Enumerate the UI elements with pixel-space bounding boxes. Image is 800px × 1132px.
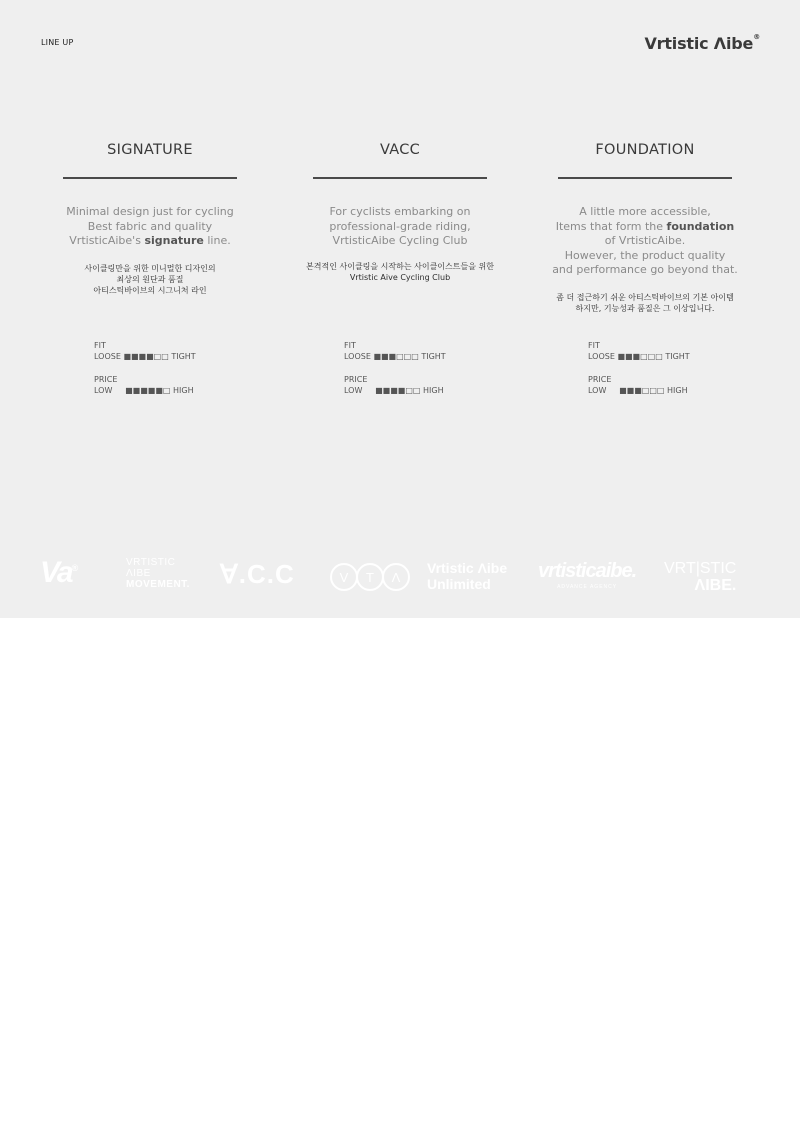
fit-label: FIT (344, 341, 356, 350)
section-label: LINE UP (41, 38, 74, 47)
logo-line: ΛIBE. (694, 577, 737, 594)
price-scale: LOW ■■■■■□ HIGH (94, 386, 194, 395)
svg-text:T: T (366, 570, 374, 585)
specs-foundation (588, 340, 690, 396)
brand-logo (644, 34, 760, 53)
specs-vacc (344, 340, 446, 396)
column-vacc (280, 140, 520, 283)
desc-line: However, the product quality (564, 248, 726, 262)
va-wordmark: Va (40, 556, 72, 589)
logo-line: MOVEMENT. (126, 579, 190, 590)
va-registered-mark: ® (71, 563, 77, 573)
desc-line (525, 220, 765, 235)
column-description (30, 205, 270, 249)
desc-line: Minimal design just for cycling (66, 205, 234, 218)
svg-text:Λ: Λ (391, 570, 401, 585)
vta-logo (330, 561, 410, 598)
fit-label: FIT (588, 341, 600, 350)
desc-line (30, 234, 270, 249)
svg-text:V: V (339, 570, 349, 585)
vta-rings-icon (330, 561, 410, 593)
desc-emphasis: signature (144, 234, 204, 248)
logo-line: ΛIBE (126, 568, 151, 579)
title-divider (313, 177, 487, 179)
column-title: VACC (379, 142, 421, 158)
price-label: PRICE (94, 375, 118, 384)
fit-scale: LOOSE ■■■□□□ TIGHT (588, 352, 690, 361)
script-logo (538, 560, 636, 590)
desc-emphasis: foundation (666, 219, 735, 233)
price-label: PRICE (344, 375, 368, 384)
brand-wordmark: Vrtistic Λibe (644, 34, 754, 53)
logo-tagline: ADVANCE AGENCY (557, 584, 618, 590)
desc-text: Items that form the (555, 219, 667, 233)
column-title: SIGNATURE (107, 142, 193, 158)
korean-description: 사이클링만을 위한 미니멀한 디자인의 최상의 원단과 품질 아티스틱바이브의 시그니처 라인 (84, 263, 216, 295)
desc-line: and performance go beyond that. (552, 263, 738, 277)
movement-logo (126, 557, 190, 590)
fit-scale: LOOSE ■■■□□□ TIGHT (344, 352, 446, 361)
brand-registered-mark: ® (753, 32, 760, 41)
korean-description: 좀 더 접근하기 쉬운 아티스틱바이브의 기본 아이템 하지만, 기능성과 품질은 그 이상입니다. (556, 292, 734, 313)
va-logo (40, 556, 76, 590)
column-description (280, 205, 520, 249)
desc-line: Best fabric and quality (87, 219, 213, 233)
desc-text: VrtisticAibe's (69, 234, 145, 248)
price-scale: LOW ■■■□□□ HIGH (588, 386, 688, 395)
sub-brand-logos (0, 550, 800, 605)
column-foundation (525, 140, 765, 314)
unlimited-logo (427, 560, 507, 592)
korean-description: 본격적인 사이클링을 시작하는 사이클이스트들을 위한 Vrtistic Aive Cycling Club (306, 261, 494, 282)
price-label: PRICE (588, 375, 612, 384)
price-scale: LOW ■■■■□□ HIGH (344, 386, 444, 395)
column-description (525, 205, 765, 278)
logo-line: Vrtistic Λibe (427, 560, 508, 576)
vcc-logo: ∀.C.C (220, 559, 295, 589)
stacked-logo (664, 560, 736, 594)
column-signature (30, 140, 270, 296)
logo-line: VRT|STIC (664, 560, 737, 577)
desc-line: A little more accessible, (579, 205, 711, 218)
logo-line: VRTISTIC (126, 557, 176, 568)
logo-line: Unlimited (427, 576, 491, 592)
title-divider (63, 177, 237, 179)
desc-text: line. (203, 234, 231, 248)
desc-line: professional-grade riding, (329, 219, 471, 233)
fit-scale: LOOSE ■■■■□□ TIGHT (94, 352, 196, 361)
desc-line: For cyclists embarking on (329, 205, 471, 218)
title-divider (558, 177, 732, 179)
logo-wordmark: vrtisticaibe. (538, 560, 637, 582)
fit-label: FIT (94, 341, 106, 350)
specs-signature (94, 340, 196, 396)
desc-line: of VrtisticAibe. (604, 234, 686, 248)
desc-line: VrtisticAibe Cycling Club (332, 234, 468, 248)
column-title: FOUNDATION (595, 142, 695, 158)
